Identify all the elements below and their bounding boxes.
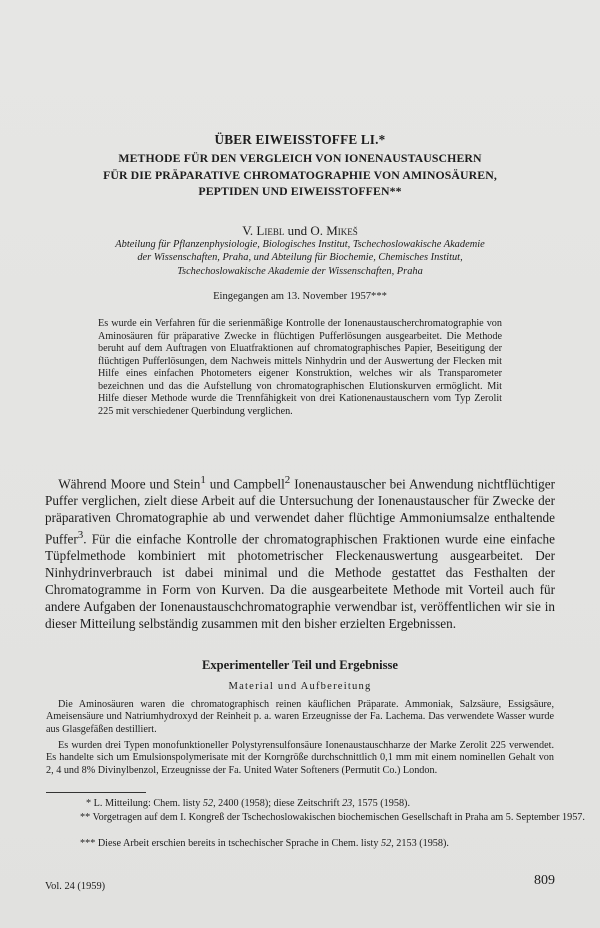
intro-text: . Für die einfache Kontrolle der chromatographischen Fraktionen wurde eine einfache Tüpfelmethode kombiniert mit photometrischer Fleckenauswertung ausgearbeitet. Der Ninhydrinverbrauch ist dabei minimal und die Methode gestattet das Festhalten der Chromatogramme in Form von Kurven. Da die ausgearbeitete Methode mit Vorteil auch für andere Aufgaben der Ionenaustauschchromatographie verwendbar ist, veröffentlichen wir sie in dieser Mitteilung selbständig zusammen mit den bisher erzielten Ergebnissen. [45, 531, 555, 632]
footnote-text: , 2153 (1958). [391, 838, 449, 849]
volume-number: 52 [202, 798, 214, 809]
author-line [60, 223, 540, 239]
reference-mark: 3 [77, 529, 84, 542]
reference-mark: 2 [284, 474, 291, 486]
author-initial: V. [242, 223, 254, 238]
footnote-mark: * [86, 798, 92, 809]
footnote-text: , 1575 (1958). [352, 798, 410, 809]
affiliation-line: Abteilung für Pflanzenphysiologie, Biologisches Institut, Tschechoslowakische Akademie [115, 239, 485, 250]
footnote [46, 812, 588, 824]
author-name: Mikeš [326, 223, 358, 238]
received-date: Eingegangen am 13. November 1957*** [213, 291, 387, 302]
intro-paragraph [45, 472, 555, 633]
article-subtitle [60, 150, 540, 200]
affiliation [62, 238, 538, 278]
subtitle-line: PEPTIDEN UND EIWEISSTOFFEN** [198, 184, 402, 198]
author-initial: O. [310, 223, 323, 238]
footnote [46, 798, 594, 810]
subtitle-line: METHODE FÜR DEN VERGLEICH VON IONENAUSTAUSCHERN [118, 151, 482, 165]
materials-paragraph: Die Aminosäuren waren die chromatographisch reinen käuflichen Präparate. Ammoniak, Salzsäure, Essigsäure, Ameisensäure und Natriumhydroxyd der Reinheit p. a. waren Erzeugnisse der Fa. Lachema. Das verwendete Wasser wurde aus Glasgefäßen destilliert. [46, 699, 554, 735]
affiliation-line: Tschechoslowakische Akademie der Wissenschaften, Praha [177, 265, 423, 277]
subtitle-line: FÜR DIE PRÄPARATIVE CHROMATOGRAPHIE VON AMINOSÄUREN, [103, 167, 497, 182]
volume-number: 23 [342, 798, 353, 809]
footnote [46, 838, 588, 850]
article-title: ÜBER EIWEISSTOFFE LI.* [214, 132, 386, 147]
page-number: 809 [534, 873, 555, 888]
footnote-rule [46, 792, 146, 793]
footnote-mark: ** [80, 812, 91, 823]
reference-mark: 1 [200, 474, 206, 486]
intro-text: und Campbell [205, 476, 285, 492]
volume-number: 52 [381, 838, 392, 849]
abstract: Es wurde ein Verfahren für die serienmäßige Kontrolle der Ionenaustauscherchromatographie von Aminosäuren für präparative Zwecke in flüchtigen Pufferlösungen ausgearbeitet. Die Methode beruht auf dem Auftragen von Eluatfraktionen auf chromatographisches Papier, Beseitigung der flüchtigen Pufferlösungen, dem Nachweis mittels Ninhydrin und der Auswertung der Flecken mit Hilfe eines einfachen Photometers eigener Konstruktion, welches wir als Transparometer bezeichnen und das die Aufstellung von chromatographischen Elutionskurven ermöglicht. Mit Hilfe dieser Methode wurde die Trennfähigkeit von drei Kationenaustauschern vom Typ Zerolit 225 mit verschiedener Querbindung verglichen. [98, 318, 502, 417]
footnote-mark: *** [80, 838, 96, 849]
footnote-text: Vorgetragen auf dem I. Kongreß der Tschechoslowakischen biochemischen Gesellschaft in Praha am 5. September 1957. [92, 812, 585, 823]
footnote-text: , 2400 (1958); diese Zeitschrift [213, 798, 343, 809]
footnote-text: L. Mitteilung: Chem. listy [93, 798, 203, 809]
subsection-heading: Material und Aufbereitung [228, 681, 372, 692]
footnote-text: Diese Arbeit erschien bereits in tschechischer Sprache in Chem. listy [97, 838, 382, 849]
affiliation-line: der Wissenschaften, Praha, und Abteilung für Biochemie, Chemisches Institut, [137, 252, 463, 264]
author-name: Liebl [256, 223, 285, 238]
resins-paragraph: Es wurden drei Typen monofunktioneller Polystyrensulfonsäure Ionenaustauschharze der Marke Zerolit 225 verwendet. Es handelte sich um Emulsionspolymerisate mit der Korngröße durchschnittlich 0,1 mm mit einem nominellen Gehalt von 2, 4 und 8% Divinylbenzol, Erzeugnisse der Fa. United Water Softeners (Permutit Co.) London. [46, 740, 554, 776]
journal-volume: Vol. 24 (1959) [45, 881, 106, 892]
section-heading: Experimenteller Teil und Ergebnisse [201, 658, 399, 672]
intro-text: Während Moore und Stein [58, 476, 201, 492]
intro-text: Ionenaustauscher bei Anwendung nichtflüchtiger Puffer verglichen, zielt diese Arbeit auf die Untersuchung der Ionenaustauscher für Zwecke der präparativen Chromatographie ab und verwendet daher flüchtige Ammoniumsalze enthaltende Puffer [45, 476, 555, 547]
author-connector: und [287, 223, 308, 238]
